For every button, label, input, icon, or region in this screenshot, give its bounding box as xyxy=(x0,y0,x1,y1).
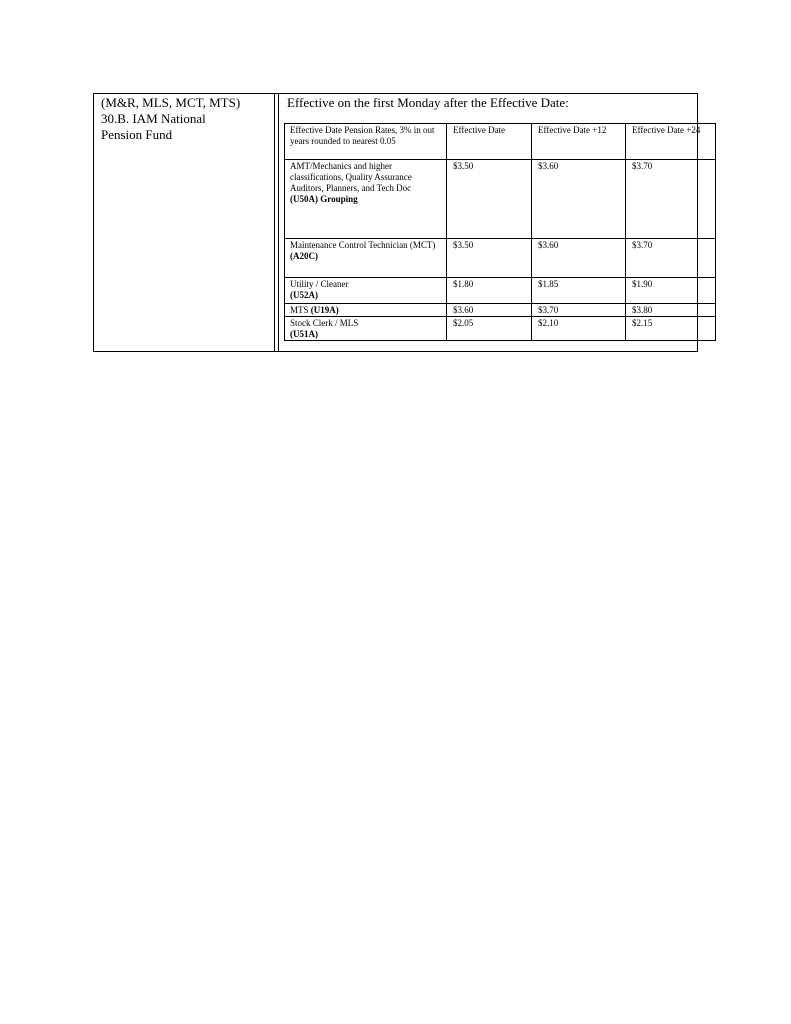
rate-cell: $2.05 xyxy=(447,317,532,341)
row-label-cell xyxy=(285,278,447,304)
row-label: Stock Clerk / MLS xyxy=(290,318,359,328)
rate-cell: $3.50 xyxy=(447,160,532,239)
header-cell: Effective Date Pension Rates, 3% in out years rounded to nearest 0.05 xyxy=(285,124,447,160)
table-row xyxy=(285,239,716,278)
section-groups: (M&R, MLS, MCT, MTS) xyxy=(101,95,241,110)
table-header-row xyxy=(285,124,716,160)
section-label-cell xyxy=(94,94,275,351)
rate-cell: $3.60 xyxy=(532,160,626,239)
rate-cell: $1.90 xyxy=(626,278,716,304)
rate-cell: $3.50 xyxy=(447,239,532,278)
rate-cell: $3.70 xyxy=(532,304,626,317)
table-row xyxy=(285,278,716,304)
rate-cell: $2.10 xyxy=(532,317,626,341)
table-row xyxy=(285,160,716,239)
rate-cell: $3.70 xyxy=(626,160,716,239)
header-cell: Effective Date +12 xyxy=(532,124,626,160)
rate-cell: $3.80 xyxy=(626,304,716,317)
pension-section-table xyxy=(93,93,701,352)
row-code: (U51A) xyxy=(290,329,318,339)
effective-heading: Effective on the first Monday after the Effective Date: xyxy=(287,95,569,110)
row-label: MTS xyxy=(290,305,309,315)
rate-cell: $3.70 xyxy=(626,239,716,278)
row-label-cell xyxy=(285,317,447,341)
section-title-line2: Pension Fund xyxy=(101,127,173,142)
row-label: AMT/Mechanics and higher classifications, Quality Assurance Auditors, Planners, and Tech Doc xyxy=(290,161,412,193)
row-label: Utility / Cleaner xyxy=(290,279,349,289)
rate-cell: $3.60 xyxy=(447,304,532,317)
rate-cell: $2.15 xyxy=(626,317,716,341)
rate-cell: $1.80 xyxy=(447,278,532,304)
row-label-cell xyxy=(285,304,447,317)
row-code: (U52A) xyxy=(290,290,318,300)
section-content-cell xyxy=(278,94,701,351)
row-label: Maintenance Control Technician (MCT) xyxy=(290,240,436,250)
row-code: (A20C) xyxy=(290,251,318,261)
row-label-cell xyxy=(285,239,447,278)
row-code: (U50A) Grouping xyxy=(290,194,358,204)
section-title-line1: 30.B. IAM National xyxy=(101,111,206,126)
row-label-cell xyxy=(285,160,447,239)
rate-cell: $1.85 xyxy=(532,278,626,304)
header-cell: Effective Date xyxy=(447,124,532,160)
table-row xyxy=(285,317,716,341)
pension-rates-table xyxy=(284,123,716,341)
rate-cell: $3.60 xyxy=(532,239,626,278)
row-code: (U19A) xyxy=(310,305,339,315)
table-row xyxy=(285,304,716,317)
header-cell: Effective Date +24 xyxy=(626,124,716,160)
